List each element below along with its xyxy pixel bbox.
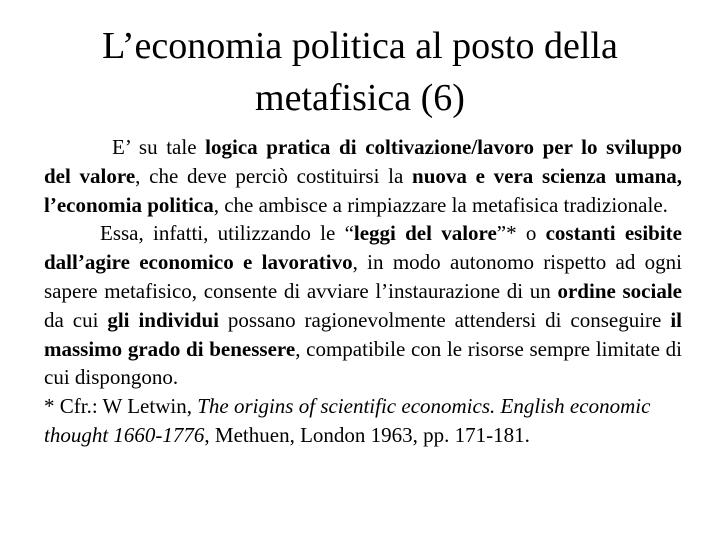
ref-italic-title: The origins of scientific economics. English economic thought 1660-1776 (44, 394, 651, 447)
slide-title (0, 20, 720, 124)
p1-bold-2: nuova e vera scienza umana, l’economia politica (44, 163, 683, 217)
p2-text-3: , in modo autonomo rispetto ad ogni sapere metafisico, consente di avviare l’instaurazione di un (44, 250, 682, 303)
p2-text-2: ”* o (496, 221, 546, 246)
p2-bold-4: gli individui (107, 307, 219, 332)
p2-text-4: da cui (44, 307, 108, 332)
slide-body (44, 133, 682, 450)
ref-text-2: , Methuen, London 1963, pp. 171-181. (204, 422, 530, 447)
p2-bold-5: il massimo grado di benessere (44, 307, 682, 361)
p1-text-2: , che deve perciò costituirsi la (135, 163, 413, 188)
p1-text-1: E’ su tale (112, 135, 206, 159)
p2-bold-3: ordine sociale (557, 278, 682, 303)
ref-text-1: * Cfr.: W Letwin, (44, 394, 198, 419)
title-line-1: L’economia politica al posto della (102, 25, 618, 67)
p2-bold-2: costanti esibite dall’agire economico e lavorativo (44, 221, 682, 275)
p2-text-5: possano ragionevolmente attendersi di conseguire (219, 307, 671, 332)
p1-bold-1: logica pratica di coltivazione/lavoro per lo sviluppo del valore (44, 135, 683, 188)
reference-note (44, 392, 682, 450)
p2-text-1: Essa, infatti, utilizzando le “ (100, 221, 354, 246)
title-line-2: metafisica (6) (255, 77, 465, 119)
p2-text-6: , compatibile con le risorse sempre limitate di cui dispongono. (44, 336, 682, 390)
paragraph-1 (44, 133, 682, 219)
p1-text-3: , che ambisce a rimpiazzare la metafisica tradizionale. (213, 192, 668, 217)
p2-bold-1: leggi del valore (353, 221, 497, 246)
paragraph-2 (44, 219, 682, 392)
